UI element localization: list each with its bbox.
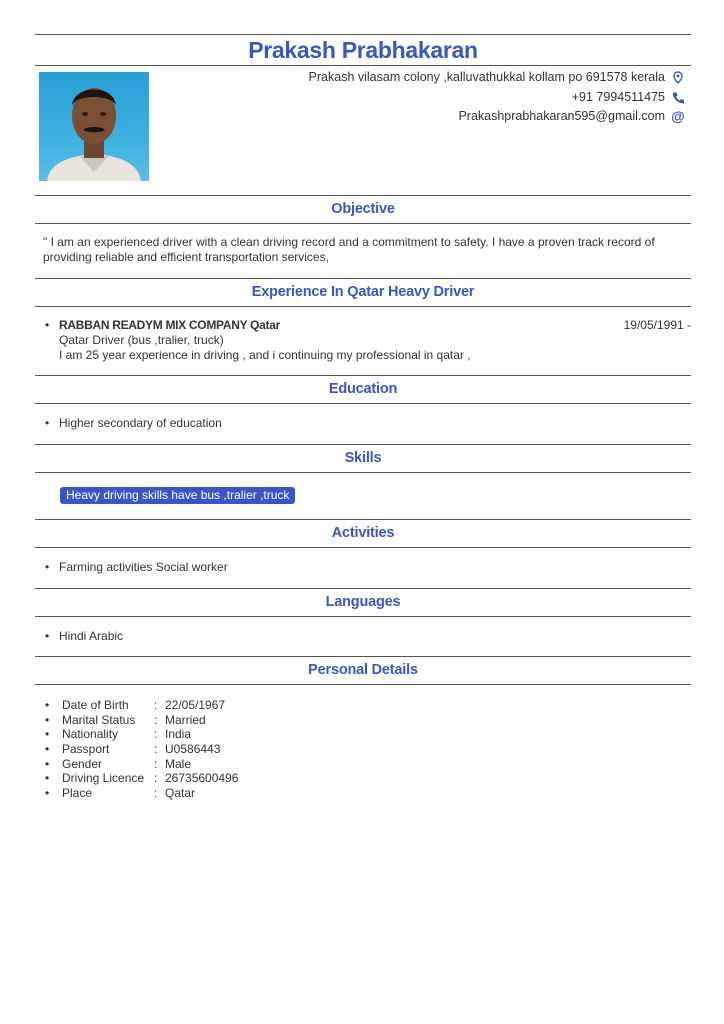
name-header xyxy=(35,34,691,66)
gender-label: Gender xyxy=(62,756,103,771)
experience-company: • RABBAN READYM MIX COMPANY Qatar xyxy=(59,318,280,332)
marital-value: Married xyxy=(165,712,206,727)
experience-description: I am 25 year experience in driving , and i continuing my professional in qatar , xyxy=(59,348,471,362)
languages-heading: Languages xyxy=(35,588,691,617)
experience-item xyxy=(45,318,685,363)
marital-label: Marital Status xyxy=(62,712,136,727)
dob-label: Date of Birth xyxy=(62,698,129,712)
dob-value: 22/05/1967 xyxy=(165,698,226,712)
phone-line xyxy=(309,88,685,108)
personal-row-marital: • Marital Status : Married xyxy=(45,712,206,727)
place-value: Qatar xyxy=(165,786,196,801)
profile-photo xyxy=(39,72,149,181)
gender-value: Male xyxy=(165,756,192,771)
objective-heading: Objective xyxy=(35,195,691,224)
activities-heading: Activities xyxy=(35,519,691,548)
languages-item xyxy=(45,629,123,644)
person-portrait-icon xyxy=(39,72,149,181)
contact-info xyxy=(309,68,685,127)
candidate-name: Prakash Prabhakaran xyxy=(248,37,478,63)
personal-row-passport: • Passport : U0586443 xyxy=(45,742,221,757)
languages-text: • Hindi Arabic xyxy=(59,629,124,643)
personal-details-heading: Personal Details xyxy=(35,656,691,685)
education-item xyxy=(45,416,222,431)
address-text: Prakash vilasam colony ,kalluvathukkal kollam po 691578 kerala xyxy=(308,70,665,84)
personal-row-nationality: • Nationality : India xyxy=(45,727,192,742)
map-pin-icon xyxy=(671,71,685,85)
personal-row-licence: • Driving Licence : 26735600496 xyxy=(45,771,239,786)
education-heading: Education xyxy=(35,375,691,404)
at-icon: @ xyxy=(671,108,685,124)
licence-value: 26735600496 xyxy=(165,771,239,786)
email-line xyxy=(309,107,685,127)
education-text: • Higher secondary of education xyxy=(59,416,222,430)
phone-text: +91 7994511475 xyxy=(571,89,665,104)
address-line xyxy=(309,68,685,88)
nationality-label: Nationality xyxy=(62,727,119,742)
passport-value: U0586443 xyxy=(165,742,221,757)
personal-row-place: • Place : Qatar xyxy=(45,786,196,801)
skill-tag: Heavy driving skills have bus ,tralier ,truck xyxy=(60,487,295,504)
activities-item xyxy=(45,560,228,575)
personal-row-gender: • Gender : Male xyxy=(45,756,192,771)
activities-text: • Farming activities Social worker xyxy=(59,560,228,574)
phone-icon xyxy=(671,90,685,104)
experience-date: 19/05/1991 - xyxy=(623,318,691,332)
personal-details-list xyxy=(45,698,238,801)
passport-label: Passport xyxy=(62,742,110,757)
email-text: Prakashprabhakaran595@gmail.com xyxy=(458,109,665,123)
objective-text: " I am an experienced driver with a clean driving record and a commitment to safety. I have a proven track record of providing reliable and efficient transportation services, xyxy=(43,235,655,264)
personal-row-dob: • Date of Birth : 22/05/1967 xyxy=(45,698,226,712)
experience-heading: Experience In Qatar Heavy Driver xyxy=(35,278,691,307)
experience-role: Qatar Driver (bus ,tralier, truck) xyxy=(59,333,224,347)
licence-label: Driving Licence xyxy=(62,771,145,786)
nationality-value: India xyxy=(165,727,192,742)
place-label: Place xyxy=(62,786,93,801)
skills-heading: Skills xyxy=(35,444,691,473)
